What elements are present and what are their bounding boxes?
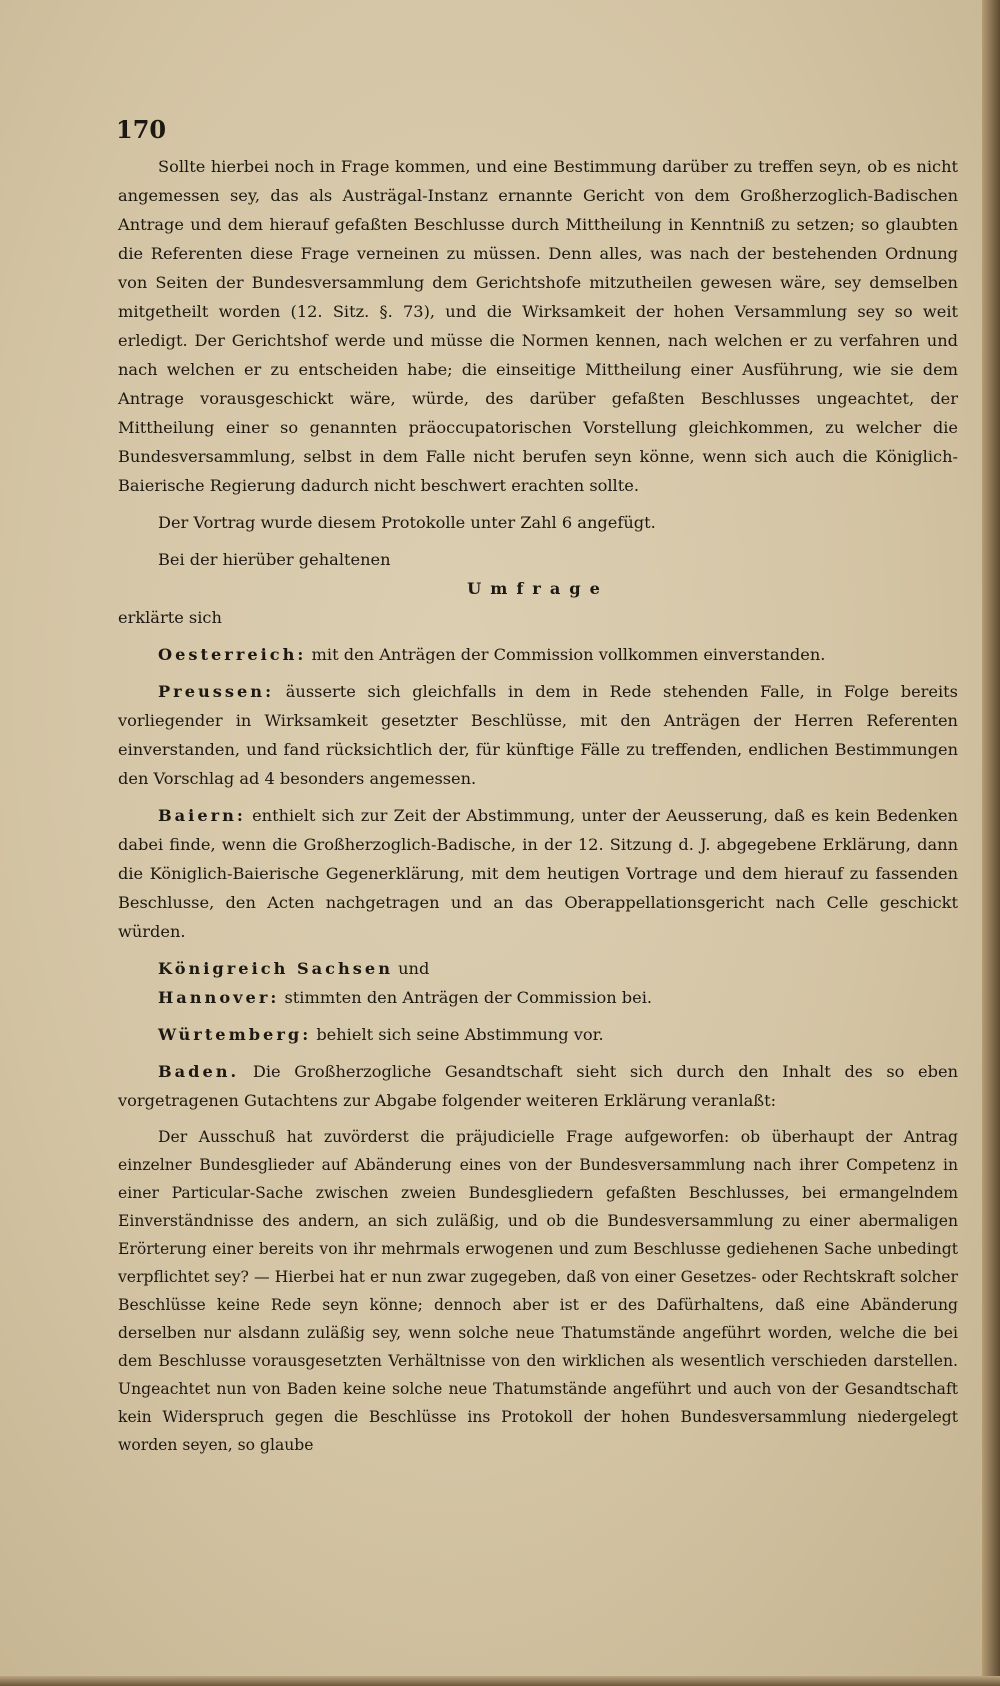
page-body: [118, 152, 958, 1459]
vote-baden: [118, 1057, 958, 1115]
paragraph-referenten: Sollte hierbei noch in Frage kommen, und eine Bestimmung darüber zu treffen seyn, ob es nicht angemessen sey, das als Austrägal-Instanz ernannte Gericht von dem Großherzoglich-Badischen Antrage und dem hierauf gefaßten Beschlusse durch Mittheilung in Kenntniß zu setzen; so glaubten die Referenten diese Frage verneinen zu müssen. Denn alles, was nach der bestehenden Ordnung von Seiten der Bundesversammlung dem Gerichtshofe mitzutheilen gewesen wäre, sey demselben mitgetheilt worden (12. Sitz. §. 73), und die Wirksamkeit der hohen Versammlung sey so weit erledigt. Der Gerichtshof werde und müsse die Normen kennen, nach welchen er zu verfahren und nach welchen er zu entscheiden habe; die einseitige Mittheilung einer Ausführung, wie sie dem Antrage vorausgeschickt wäre, würde, des darüber gefaßten Beschlusses ungeachtet, der Mittheilung einer so genannten präoccupatorischen Vorstellung gleichkommen, zu welcher die Bundesversammlung, selbst in dem Falle nicht berufen seyn könne, wenn sich auch die Königlich-Baierische Regierung dadurch nicht beschwert erachten sollte.: [118, 157, 958, 495]
vote-state-name: Oesterreich:: [158, 645, 307, 664]
vote-state-name: Hannover:: [158, 988, 280, 1007]
vote-text: und: [392, 959, 430, 978]
vote-state-name: Baiern:: [158, 806, 246, 825]
vote-preussen: [118, 677, 958, 793]
vote-hannover: [118, 983, 958, 1012]
page-edge-shadow: [982, 0, 1000, 1686]
vote-text: mit den Anträgen der Commission vollkommen einverstanden.: [306, 645, 826, 664]
vote-text: behielt sich seine Abstimmung vor.: [311, 1025, 604, 1044]
vote-baiern: [118, 801, 958, 946]
paragraph-umfrage-intro: Bei der hierüber gehaltenen: [158, 550, 391, 569]
vote-state-name: Baden.: [158, 1062, 240, 1081]
vote-oesterreich: [118, 640, 958, 669]
vote-state-name: Würtemberg:: [158, 1025, 312, 1044]
page-number: 170: [116, 115, 167, 144]
vote-text: äusserte sich gleichfalls in dem in Rede stehenden Falle, in Folge bereits vorliegender in Wirksamkeit gesetzter Beschlüsse, mit den Anträgen der Herren Referenten einverstanden, und fand rücksichtlich der, für künftige Fälle zu treffenden, endlichen Bestimmungen den Vorschlag ad 4 besonders angemessen.: [118, 682, 958, 788]
vote-sachsen: [118, 954, 958, 983]
vote-text: Die Großherzogliche Gesandtschaft sieht sich durch den Inhalt des so eben vorgetragenen Gutachtens zur Abgabe folgender weiteren Erklärung veranlaßt:: [118, 1062, 958, 1110]
paragraph-erklaerte: erklärte sich: [118, 608, 222, 627]
paragraph-vortrag: Der Vortrag wurde diesem Protokolle unter Zahl 6 angefügt.: [158, 513, 656, 532]
heading-umfrage: Umfrage: [467, 579, 609, 598]
vote-text: stimmten den Anträgen der Commission bei.: [279, 988, 653, 1007]
page-bottom-shadow: [0, 1676, 1000, 1686]
vote-text: enthielt sich zur Zeit der Abstimmung, unter der Aeusserung, daß es kein Bedenken dabei finde, wenn die Großherzoglich-Badische, in der 12. Sitzung d. J. abgegebene Erklärung, dann die Königlich-Baierische Gegenerklärung, mit dem heutigen Vortrage und dem hierauf zu fassenden Beschlusse, den Acten nachgetragen und an das Oberappellationsgericht nach Celle geschickt würden.: [118, 806, 958, 941]
paragraph-ausschuss: Der Ausschuß hat zuvörderst die präjudicielle Frage aufgeworfen: ob überhaupt der Antrag einzelner Bundesglieder auf Abänderung eines von der Bundesversammlung nach ihrer Competenz in einer Particular-Sache zwischen zweien Bundesgliedern gefaßten Beschlusses, bei ermangelndem Einverständnisse des andern, an sich zuläßig, und ob die Bundesversammlung zu einer abermaligen Erörterung einer bereits von ihr mehrmals erwogenen und zum Beschlusse gediehenen Sache unbedingt verpflichtet sey? — Hierbei hat er nun zwar zugegeben, daß von einer Gesetzes- oder Rechtskraft solcher Beschlüsse keine Rede seyn könne; dennoch aber ist er des Dafürhaltens, daß eine Abänderung derselben nur alsdann zuläßig sey, wenn solche neue Thatumstände angeführt worden, welche die bei dem Beschlusse vorausgesetzten Verhältnisse von den wirklichen als wesentlich verschieden darstellen. Ungeachtet nun von Baden keine solche neue Thatumstände angeführt und auch von der Gesandtschaft kein Widerspruch gegen die Beschlüsse ins Protokoll der hohen Bundesversammlung niedergelegt worden seyen, so glaube: [118, 1128, 958, 1454]
vote-state-name: Preussen:: [158, 682, 275, 701]
vote-wuertemberg: [118, 1020, 958, 1049]
vote-state-name: Königreich Sachsen: [158, 959, 393, 978]
